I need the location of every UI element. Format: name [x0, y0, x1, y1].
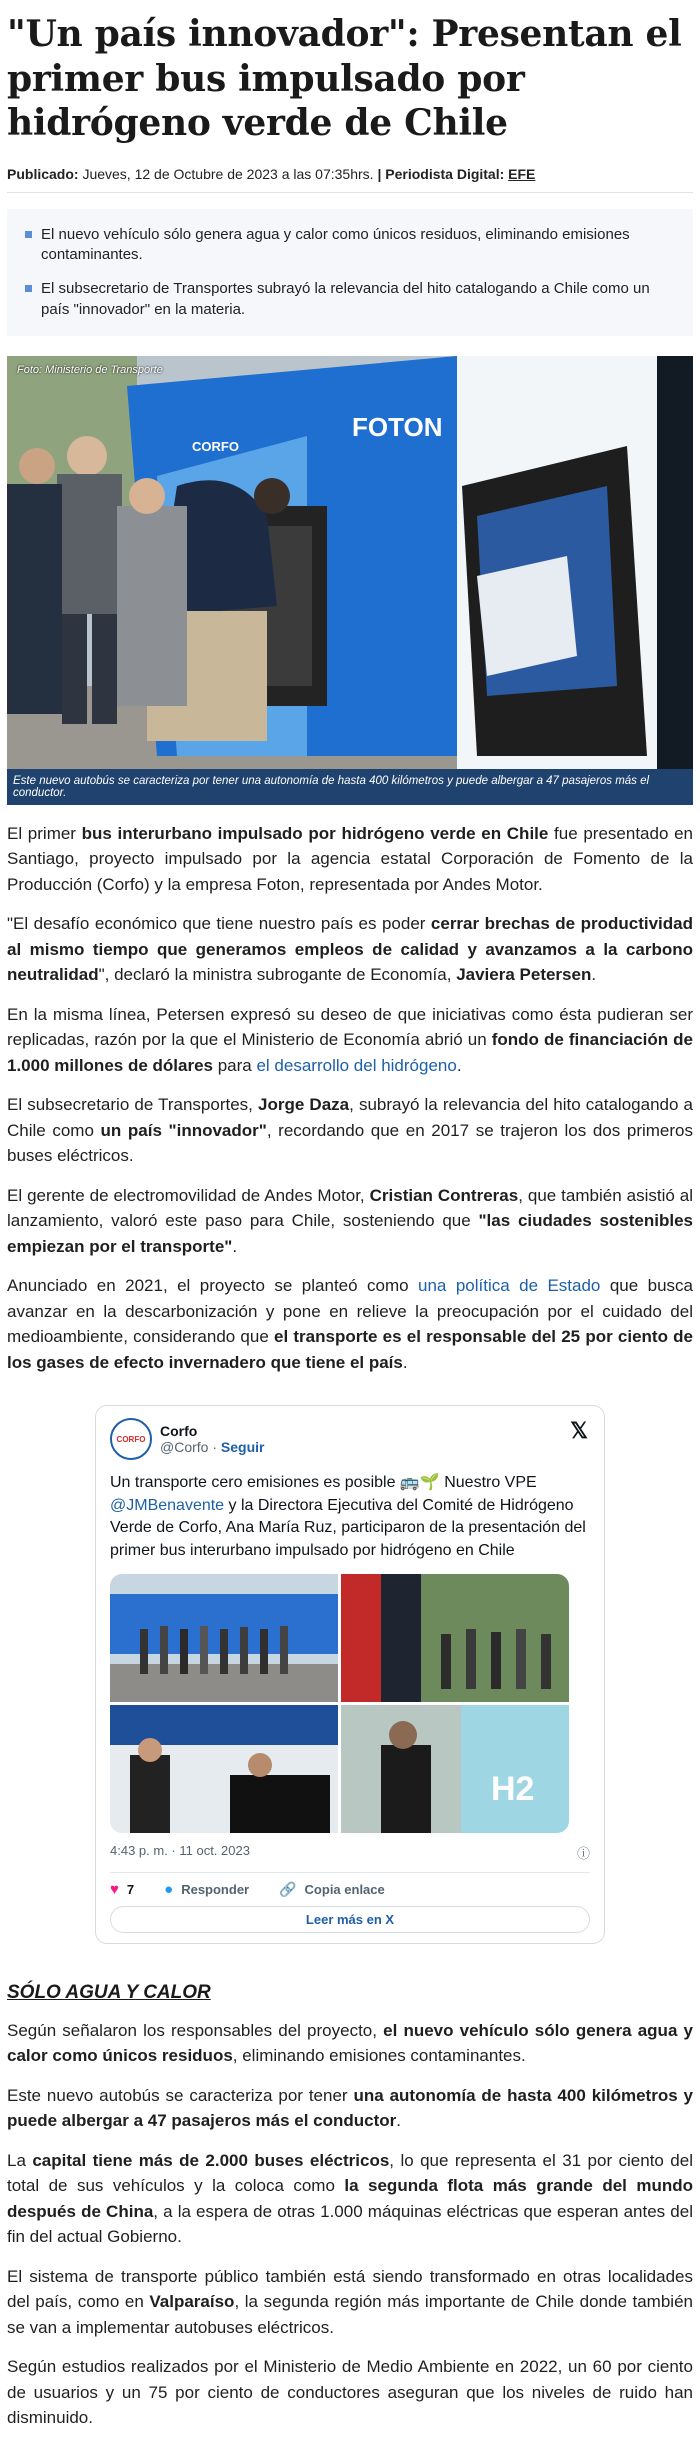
tweet-author-name[interactable]: Corfo	[160, 1423, 198, 1440]
hydrogen-development-link[interactable]: el desarrollo del hidrógeno	[256, 1055, 457, 1075]
read-more-button[interactable]: Leer más en X	[110, 1906, 590, 1933]
article-paragraph: El primer bus interurbano impulsado por hidrógeno verde en Chile fue presentado en Santiago, proyecto impulsado por la agencia estatal Corporación de Fomento de la Producción (Corfo) y la empresa Foton, representada por Andes Motor.	[7, 823, 693, 894]
like-count: 7	[126, 1881, 135, 1897]
tweet-photo[interactable]	[341, 1705, 569, 1833]
tweet-handle[interactable]: @Corfo	[160, 1439, 209, 1456]
copy-link-button[interactable]	[279, 1881, 385, 1898]
x-logo-icon[interactable]: 𝕏	[570, 1418, 588, 1444]
publish-date: Jueves, 12 de Octubre de 2023 a las 07:35hrs.	[82, 165, 374, 182]
lead-photo	[7, 356, 693, 805]
bus-scene-illustration	[7, 356, 693, 769]
section-subheading: SÓLO AGUA Y CALOR	[7, 1981, 211, 2003]
tweet-dot: ·	[212, 1439, 218, 1456]
copy-link-label: Copia enlace	[304, 1881, 385, 1897]
summary-item: El nuevo vehículo sólo genera agua y calor como únicos residuos, eliminando emisiones contaminantes.	[21, 225, 679, 266]
article-paragraph: Según señalaron los responsables del proyecto, el nuevo vehículo sólo genera agua y calor como únicos residuos, eliminando emisiones contaminantes.	[7, 2020, 693, 2066]
tweet-text: Un transporte cero emisiones es posible 🚌🌱 Nuestro VPE @JMBenavente y la Directora Ejecutiva del Comité de Hidrógeno Verde de Corfo, Ana María Ruz, participaron de la presentación del primer bus interurbano impulsado por hidrógeno en Chile	[110, 1474, 586, 1559]
reply-icon: ●	[164, 1880, 174, 1898]
summary-box	[7, 209, 693, 336]
follow-button[interactable]: Seguir	[220, 1439, 265, 1456]
link-icon: 🔗	[279, 1880, 297, 1897]
article-paragraph: En la misma línea, Petersen expresó su deseo de que iniciativas como ésta pudieran ser replicadas, razón por la que el Ministerio de Economía abrió un fondo de financiación de 1.000 millones de dólares para el desarrollo del hidrógeno.	[7, 1004, 693, 1075]
tweet-photo[interactable]	[110, 1705, 338, 1833]
reply-button[interactable]	[164, 1881, 249, 1898]
article-body	[7, 821, 693, 2431]
article-paragraph: "El desafío económico que tiene nuestro país es poder cerrar brechas de productividad al mismo tiempo que generamos empleos de calidad y avanzamos a la carbono neutralidad", declaró la ministra subrogante de Economía, Javiera Petersen.	[7, 914, 693, 985]
published-label: Publicado:	[7, 165, 79, 182]
mention-link[interactable]: @JMBenavente	[110, 1496, 225, 1514]
photo-credit: Foto: Ministerio de Transporte	[17, 363, 163, 376]
article-paragraph: El sistema de transporte público también está siendo transformado en otras localidades del país, como en Valparaíso, la segunda región más importante de Chile donde también se van a implementar autobuses eléctricos.	[7, 2266, 693, 2337]
tweet-timestamp[interactable]: 4:43 p. m. · 11 oct. 2023	[110, 1842, 250, 1858]
byline-separator: |	[377, 165, 382, 182]
reply-label: Responder	[181, 1881, 250, 1897]
article-paragraph: Este nuevo autobús se caracteriza por tener una autonomía de hasta 400 kilómetros y puede albergar a 47 pasajeros más el conductor.	[7, 2085, 694, 2131]
info-icon[interactable]: ⓘ	[576, 1845, 590, 1861]
photo-caption: Este nuevo autobús se caracteriza por tener una autonomía de hasta 400 kilómetros y puede albergar a 47 pasajeros más el conductor.	[7, 769, 693, 805]
bus-brand-text: FOTON	[352, 411, 443, 442]
author-label: Periodista Digital:	[385, 165, 505, 182]
byline	[7, 166, 693, 193]
article-paragraph: Anunciado en 2021, el proyecto se planteó como una política de Estado que busca avanzar en la descarbonización y pone en relieve la preocupación por el cuidado del medioambiente, considerando que el transporte es el responsable del 25 por ciento de los gases de efecto invernadero que tiene el país.	[7, 1276, 694, 1372]
corfo-logo-text: CORFO	[192, 438, 239, 454]
author-link[interactable]: EFE	[508, 165, 536, 182]
h2-logo-text: H2	[491, 1769, 535, 1808]
page-title: "Un país innovador": Presentan el primer bus impulsado por hidrógeno verde de Chile	[7, 13, 682, 145]
article-paragraph: El gerente de electromovilidad de Andes Motor, Cristian Contreras, que también asistió al lanzamiento, valoró este paso para Chile, sosteniendo que "las ciudades sostenibles empiezan por el transporte".	[7, 1185, 693, 1256]
tweet-media-grid[interactable]	[110, 1574, 569, 1833]
embedded-tweet[interactable]	[95, 1405, 605, 1944]
heart-icon: ♥	[110, 1880, 119, 1898]
article-paragraph: El subsecretario de Transportes, Jorge Daza, subrayó la relevancia del hito catalogando a Chile como un país "innovador", recordando que en 2017 se trajeron los dos primeros buses eléctricos.	[7, 1095, 693, 1166]
state-policy-link[interactable]: una política de Estado	[418, 1276, 601, 1296]
like-button[interactable]	[110, 1881, 134, 1898]
article-paragraph: La capital tiene más de 2.000 buses eléctricos, lo que representa el 31 por ciento del total de sus vehículos y la coloca como la segunda flota más grande del mundo después de China, a la espera de otras 1.000 máquinas eléctricas que esperan antes del fin del actual Gobierno.	[7, 2150, 693, 2247]
summary-item: El subsecretario de Transportes subrayó la relevancia del hito catalogando a Chile como un país "innovador" en la materia.	[21, 279, 679, 320]
lead-photo-image	[7, 356, 693, 769]
article-paragraph: Según estudios realizados por el Ministerio de Medio Ambiente en 2022, un 60 por ciento de usuarios y un 75 por ciento de conductores aseguran que los niveles de ruido han disminuido.	[7, 2357, 693, 2428]
tweet-photo[interactable]	[110, 1574, 338, 1702]
tweet-photo[interactable]	[341, 1574, 569, 1702]
avatar[interactable]: CORFO	[110, 1418, 152, 1460]
